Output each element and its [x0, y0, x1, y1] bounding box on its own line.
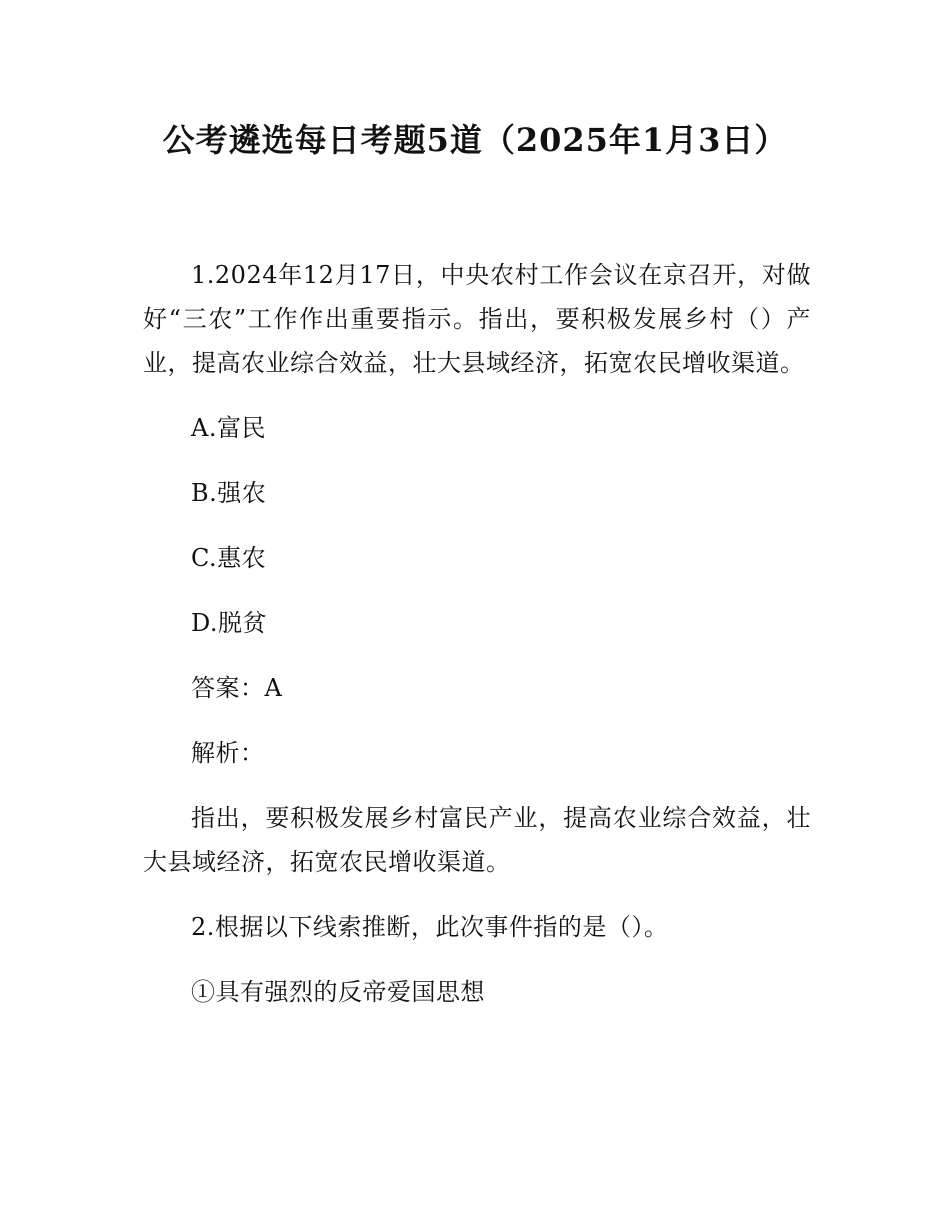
question-1-option-b: B.强农	[191, 479, 267, 507]
question-1-analysis-label: 解析：	[191, 739, 265, 767]
question-1-answer: 答案：A	[191, 674, 283, 702]
question-1-analysis: 指出，要积极发展乡村富民产业，提高农业综合效益，壮大县域经济，拓宽农民增收渠道。	[143, 804, 811, 876]
question-1-option-a: A.富民	[191, 414, 266, 442]
document-title: 公考遴选每日考题5道（2025年1月3日）	[162, 121, 788, 159]
question-1-stem: 1.2024年12月17日，中央农村工作会议在京召开，对做好“三农”工作作出重要指示。指出，要积极发展乡村（）产业，提高农业综合效益，壮大县域经济，拓宽农民增收渠道。	[143, 261, 811, 377]
question-2-stem: 2.根据以下线索推断，此次事件指的是（）。	[191, 913, 669, 941]
question-1-option-c: C.惠农	[191, 544, 267, 572]
question-1-option-d: D.脱贫	[191, 609, 268, 637]
document-body	[143, 253, 811, 1035]
question-2-clue-1: ①具有强烈的反帝爱国思想	[191, 978, 485, 1006]
